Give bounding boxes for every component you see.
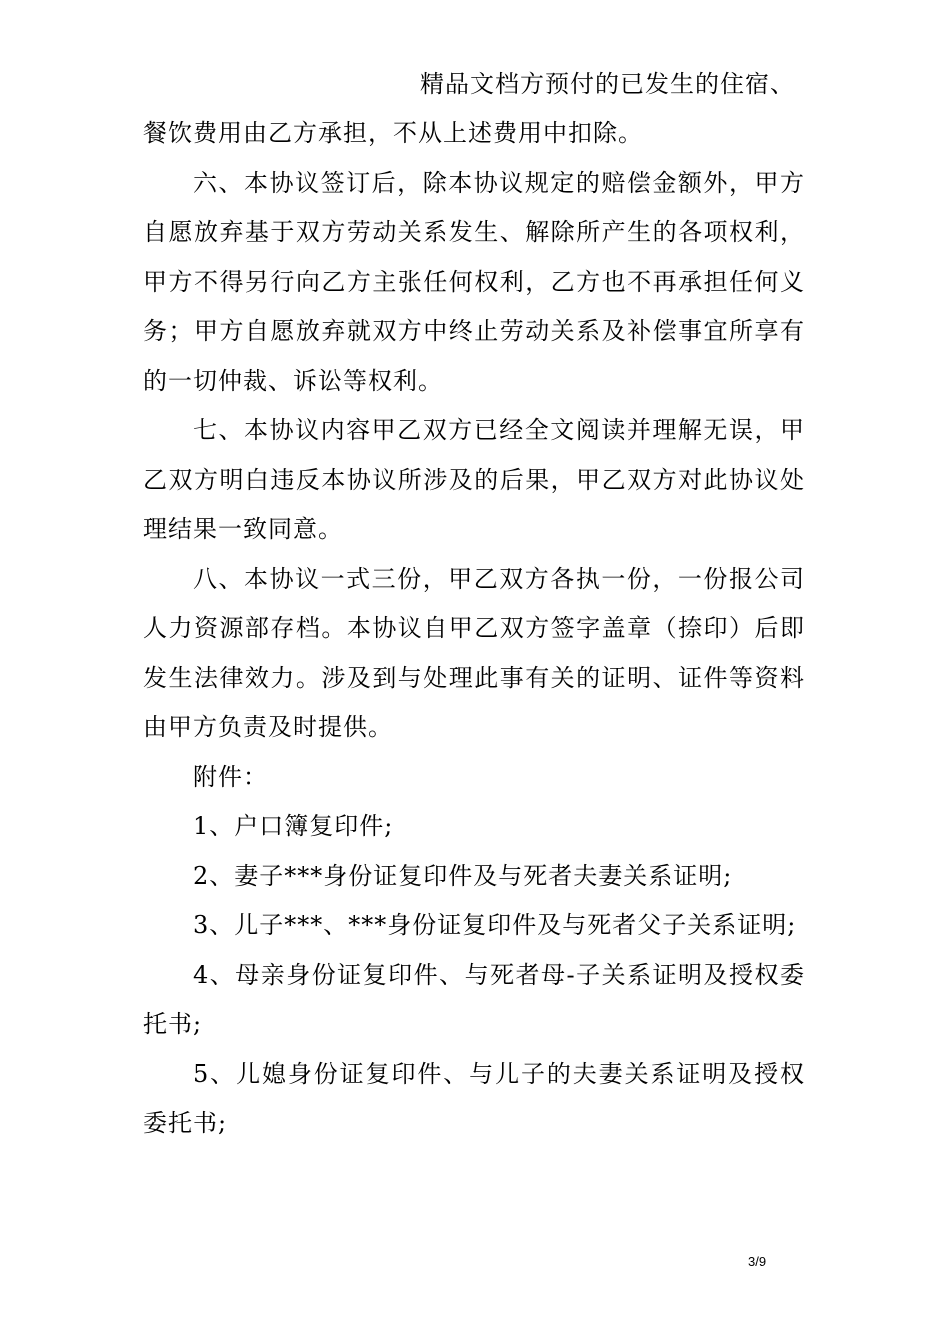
attachment-item-5: 5、儿媳身份证复印件、与儿子的夫妻关系证明及授权委托书;	[143, 1059, 805, 1137]
attachment-item-1: 1、户口簿复印件;	[193, 812, 394, 840]
page-number: 3/9	[748, 1254, 767, 1269]
attachments-title: 附件：	[193, 762, 268, 791]
paragraph-clause-6: 六、本协议签订后，除本协议规定的赔偿金额外，甲方自愿放弃基于双方劳动关系发生、解除所产生的各项权利，甲方不得另行向乙方主张任何权利，乙方也不再承担任何义务；甲方自愿放弃就双方中终止劳动关系及补偿事宜所享有的一切仲裁、诉讼等权利。	[143, 168, 805, 395]
attachment-item-3: 3、儿子***、***身份证复印件及与死者父子关系证明;	[193, 911, 797, 939]
header-line	[143, 64, 803, 104]
paragraph-continuation: 餐饮费用由乙方承担，不从上述费用中扣除。	[143, 119, 643, 147]
continuation-text: 方预付的已发生的住宿、	[520, 70, 795, 98]
document-body	[143, 109, 805, 1149]
attachment-item-2: 2、妻子***身份证复印件及与死者夫妻关系证明;	[193, 861, 733, 890]
attachment-item-4: 4、母亲身份证复印件、与死者母-子关系证明及授权委托书;	[143, 960, 805, 1038]
paragraph-clause-7: 七、本协议内容甲乙双方已经全文阅读并理解无误，甲乙双方明白违反本协议所涉及的后果，甲乙双方对此协议处理结果一致同意。	[143, 416, 805, 543]
paragraph-clause-8: 八、本协议一式三份，甲乙双方各执一份，一份报公司人力资源部存档。本协议自甲乙双方签字盖章（捺印）后即发生法律效力。涉及到与处理此事有关的证明、证件等资料由甲方负责及时提供。	[143, 564, 805, 741]
watermark-text: 精品文档	[420, 70, 520, 98]
